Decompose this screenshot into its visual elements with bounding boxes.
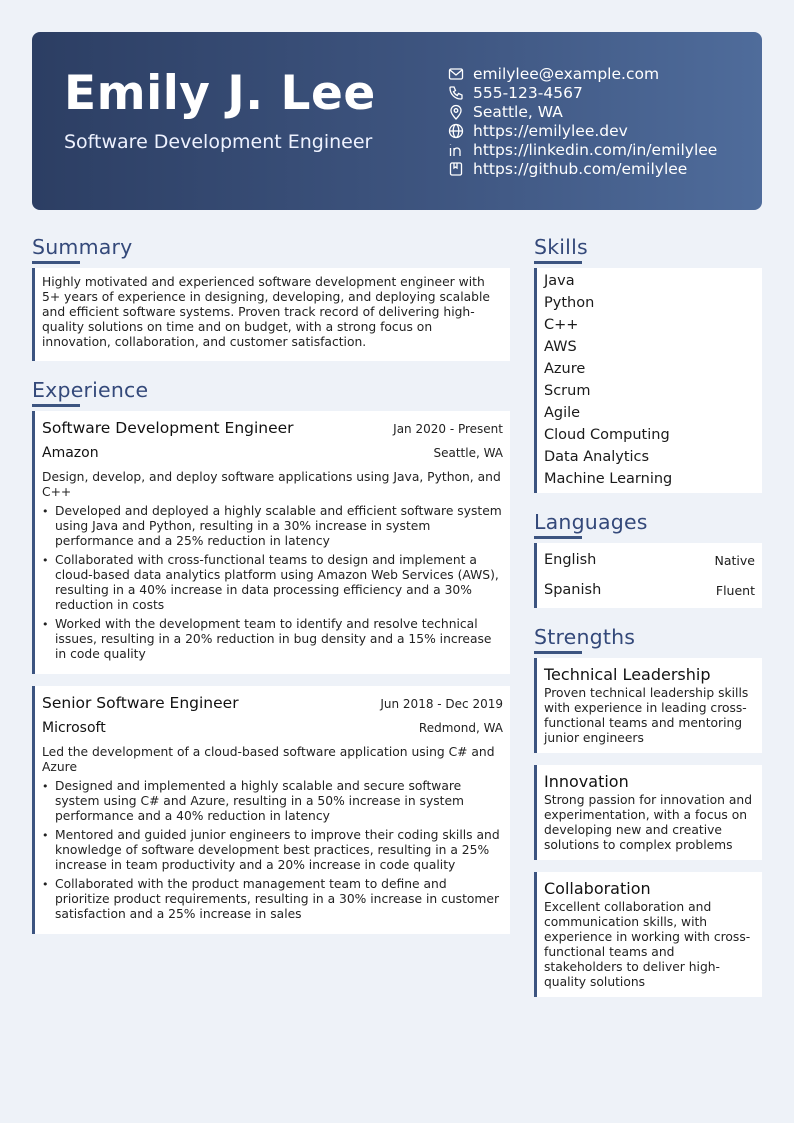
strengths-section	[534, 624, 762, 997]
contact-github[interactable]	[448, 159, 717, 178]
strength-card	[534, 872, 762, 997]
strength-card	[534, 765, 762, 860]
contact-linkedin[interactable]	[448, 140, 717, 159]
contact-website-text: https://emilylee.dev	[473, 121, 628, 140]
skill-item: C++	[544, 317, 579, 333]
section-divider	[32, 261, 80, 264]
skill-item: Data Analytics	[544, 449, 650, 465]
job-entry	[32, 411, 510, 674]
languages-card	[534, 543, 762, 608]
experience-heading: Experience	[32, 378, 149, 402]
section-divider	[534, 651, 582, 654]
skills-heading: Skills	[534, 235, 588, 259]
job-role: Software Development Engineer	[42, 419, 294, 437]
section-divider	[534, 261, 582, 264]
strength-description: Excellent collaboration and communication skills, with experience in working with cross-functional teams and stakeholders to deliver high-quality solutions	[544, 900, 751, 989]
job-bullet: • Collaborated with the product management team to define and prioritize product requirements, resulting in a 30% increase in customer satisfaction and a 25% increase in sales	[42, 877, 503, 922]
experience-section	[32, 377, 510, 934]
job-description: Design, develop, and deploy software applications using Java, Python, and C++	[42, 470, 501, 499]
language-level: Fluent	[715, 582, 755, 598]
job-description: Led the development of a cloud-based software application using C# and Azure	[42, 745, 495, 774]
strength-title: Technical Leadership	[544, 665, 711, 684]
email-icon	[448, 66, 464, 82]
contact-location-text: Seattle, WA	[473, 102, 563, 121]
contact-phone-text: 555-123-4567	[473, 83, 583, 102]
summary-section	[32, 234, 510, 361]
location-pin-icon	[448, 104, 464, 120]
contact-location	[448, 102, 717, 121]
job-entry	[32, 686, 510, 934]
languages-section	[534, 509, 762, 608]
strength-title: Collaboration	[544, 879, 651, 898]
contact-email-text: emilylee@example.com	[473, 64, 660, 83]
job-location: Redmond, WA	[418, 721, 503, 735]
strength-card	[534, 658, 762, 753]
candidate-title: Software Development Engineer	[64, 131, 373, 153]
language-name: English	[544, 552, 597, 568]
summary-heading: Summary	[32, 235, 133, 259]
job-bullets	[42, 504, 503, 662]
section-divider	[32, 404, 80, 407]
job-dates: Jan 2020 - Present	[393, 422, 503, 436]
strength-description: Proven technical leadership skills with experience in leading cross-functional teams and mentoring junior engineers	[544, 686, 749, 745]
skill-item: Java	[544, 273, 575, 289]
phone-icon	[448, 85, 464, 101]
skills-card	[534, 268, 762, 493]
globe-icon	[448, 123, 464, 139]
contact-phone[interactable]	[448, 83, 717, 102]
job-dates: Jun 2018 - Dec 2019	[380, 697, 503, 711]
languages-heading: Languages	[534, 510, 648, 534]
strength-title: Innovation	[544, 772, 629, 791]
right-column	[534, 234, 762, 1009]
skill-item: Agile	[544, 405, 581, 421]
skill-item: Scrum	[544, 383, 591, 399]
language-name: Spanish	[544, 582, 602, 598]
strength-description: Strong passion for innovation and experimentation, with a focus on developing new and creative solutions to complex problems	[544, 793, 752, 852]
job-bullet: • Collaborated with cross-functional teams to design and implement a cloud-based data analytics platform using Amazon Web Services (AWS), resulting in a 40% increase in data processing efficiency and a 30% reduction in costs	[42, 553, 503, 613]
job-location: Seattle, WA	[433, 446, 503, 460]
summary-text: Highly motivated and experienced software development engineer with 5+ years of experience in designing, developing, and deploying scalable and efficient software systems. Proven track record of delivering high-quality solutions on time and on budget, with a strong focus on innovation, collaboration, and customer satisfaction.	[42, 275, 490, 349]
candidate-name: Emily J. Lee	[64, 66, 376, 121]
job-bullet: • Designed and implemented a highly scalable and secure software system using C# and Azure, resulting in a 50% increase in system performance and a 40% reduction in latency	[42, 779, 503, 824]
skill-item: Azure	[544, 361, 586, 377]
contact-email[interactable]	[448, 64, 717, 83]
language-row	[544, 575, 755, 605]
contact-github-text: https://github.com/emilylee	[473, 159, 688, 178]
job-role: Senior Software Engineer	[42, 694, 239, 712]
github-icon	[448, 161, 464, 177]
strengths-heading: Strengths	[534, 625, 636, 649]
job-bullet: • Mentored and guided junior engineers to improve their coding skills and knowledge of software development best practices, resulting in a 25% increase in team productivity and a 20% increase in code quality	[42, 828, 503, 873]
job-bullet: • Developed and deployed a highly scalable and efficient software system using Java and Python, resulting in a 30% increase in system performance and a 25% reduction in latency	[42, 504, 503, 549]
skill-item: AWS	[544, 339, 577, 355]
left-column	[32, 234, 510, 946]
job-company: Microsoft	[42, 720, 106, 736]
contact-list	[448, 64, 717, 178]
skill-item: Python	[544, 295, 595, 311]
section-divider	[534, 536, 582, 539]
summary-card	[32, 268, 510, 361]
language-row	[544, 545, 755, 575]
resume-header	[32, 32, 762, 210]
contact-website[interactable]	[448, 121, 717, 140]
skills-section	[534, 234, 762, 493]
skill-item: Machine Learning	[544, 471, 673, 487]
skill-item: Cloud Computing	[544, 427, 670, 443]
job-bullets	[42, 779, 503, 922]
linkedin-icon	[448, 142, 464, 158]
language-level: Native	[714, 552, 755, 568]
contact-linkedin-text: https://linkedin.com/in/emilylee	[473, 140, 718, 159]
job-company: Amazon	[42, 445, 99, 461]
job-bullet: • Worked with the development team to identify and resolve technical issues, resulting in a 20% reduction in bug density and a 15% increase in code quality	[42, 617, 503, 662]
